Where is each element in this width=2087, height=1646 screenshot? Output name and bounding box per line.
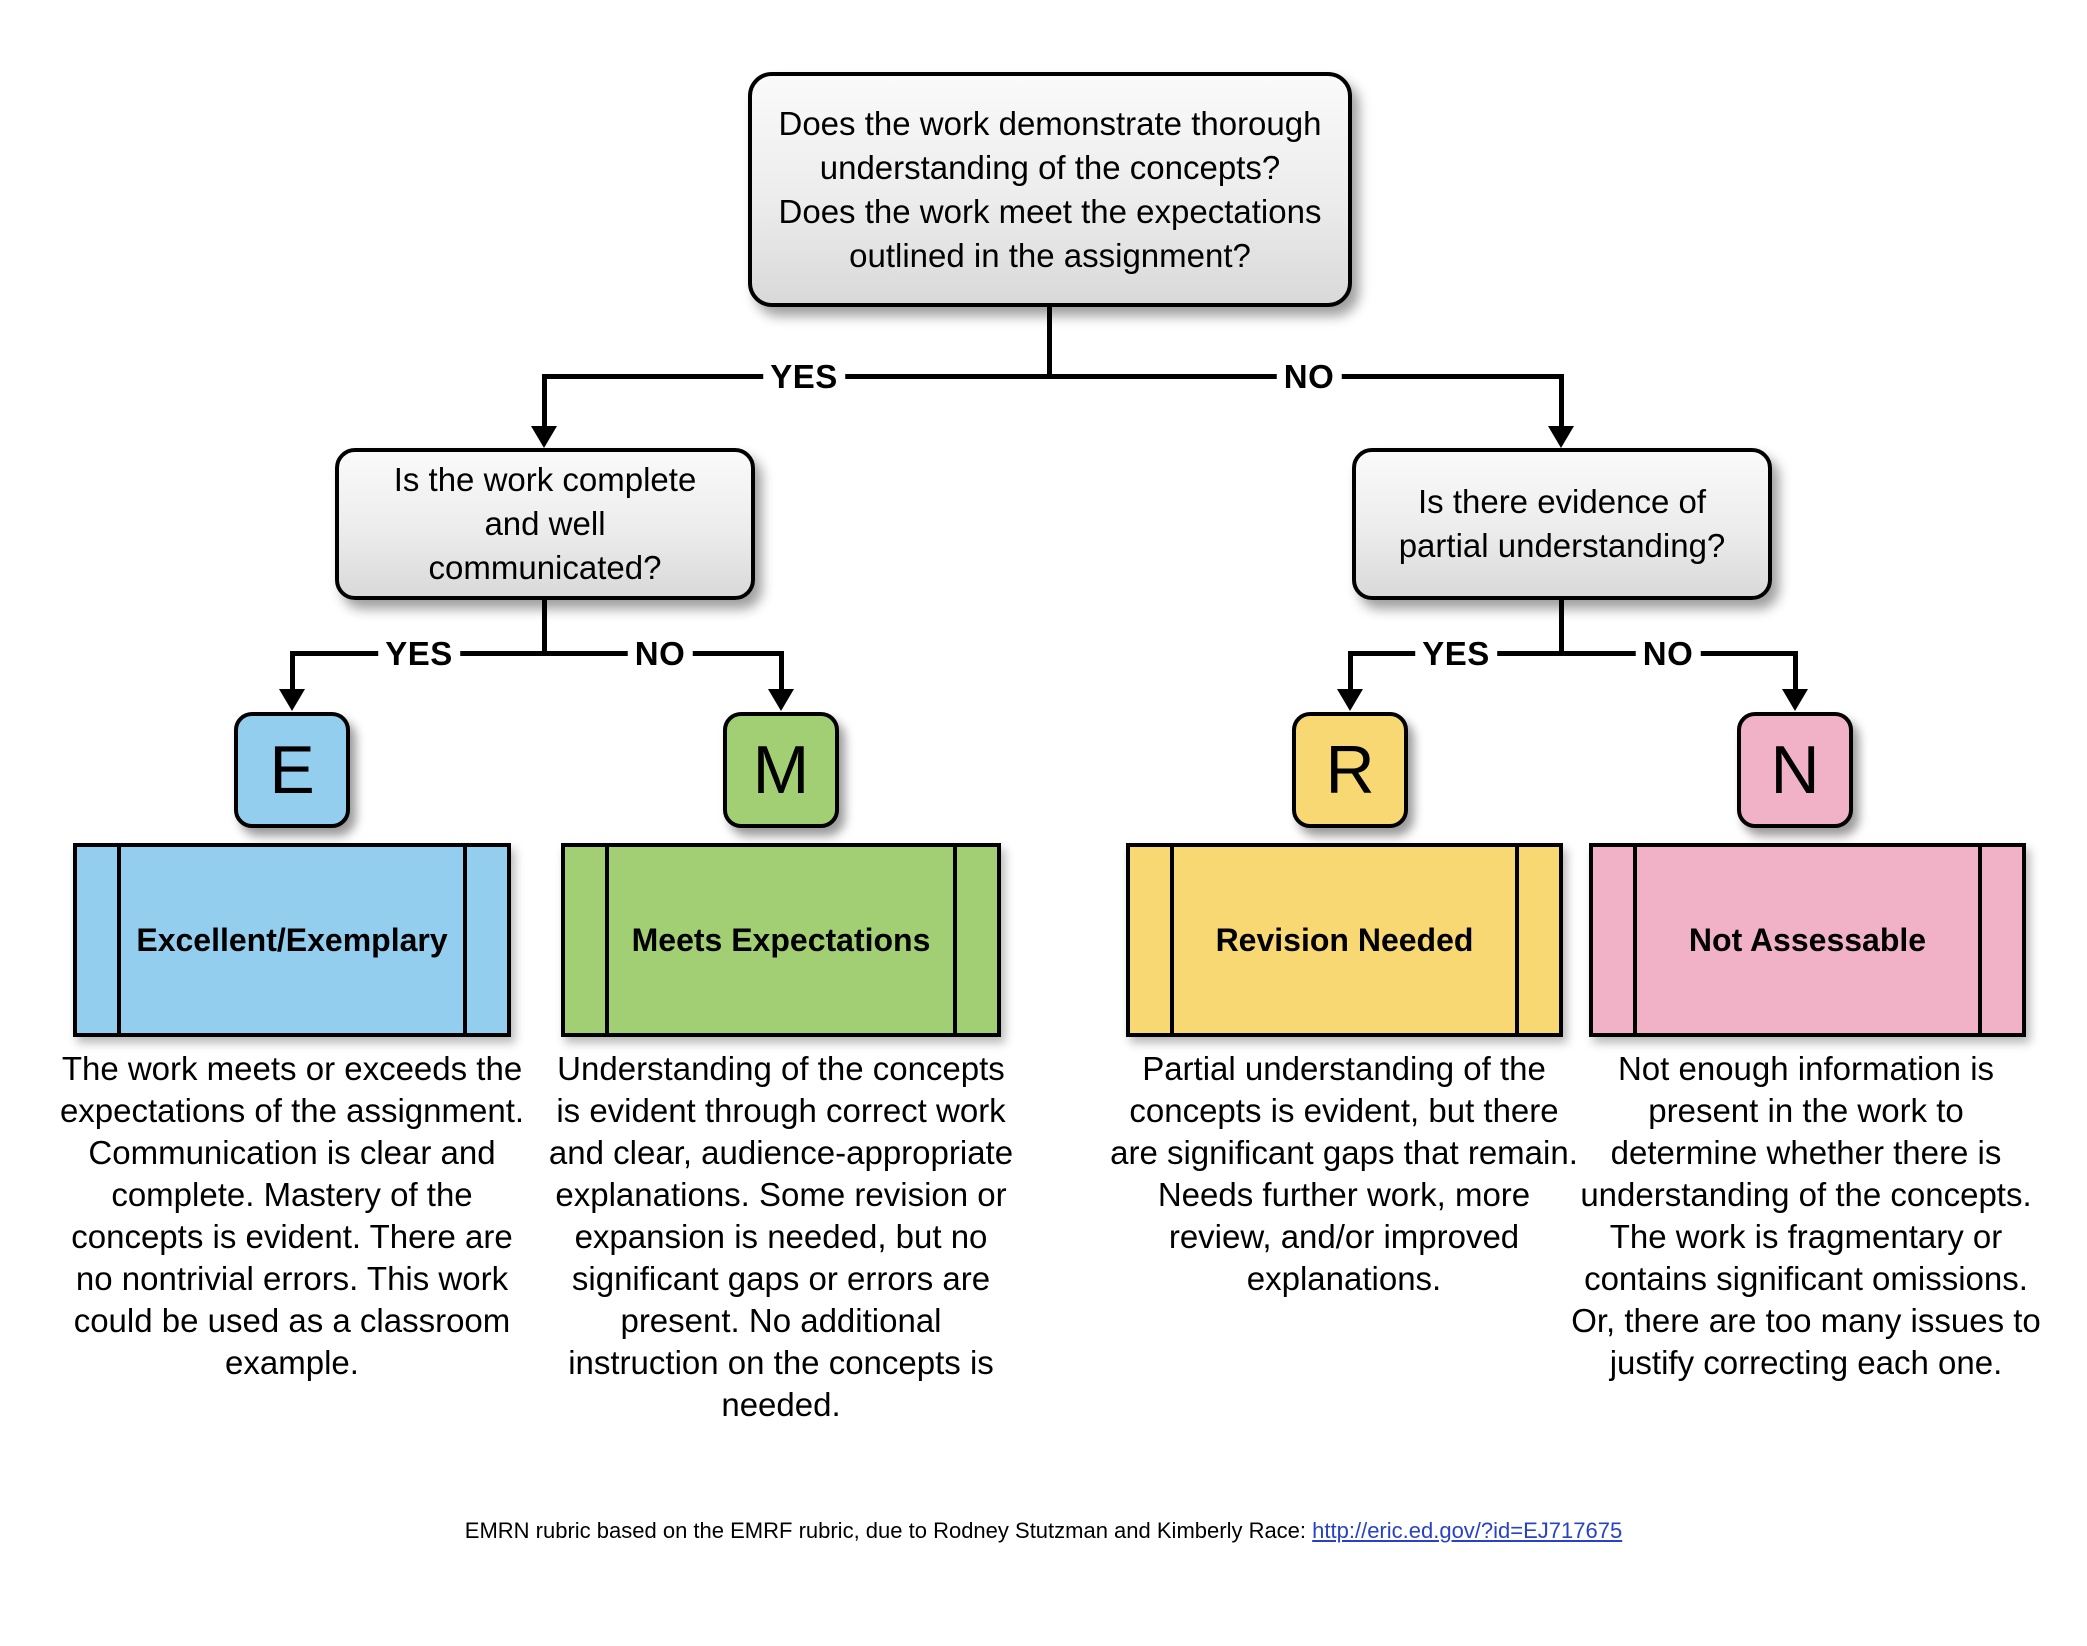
arrow-down-icon bbox=[1337, 689, 1363, 711]
attribution-text: EMRN rubric based on the EMRF rubric, due to Rodney Stutzman and Kimberly Race: bbox=[464, 1518, 1313, 1543]
arrow-down-icon bbox=[279, 689, 305, 711]
category-title-meets: Meets Expectations bbox=[631, 921, 931, 958]
left-no-label: NO bbox=[628, 636, 693, 672]
left-branch-line bbox=[290, 651, 784, 656]
category-title-not-assessable: Not Assessable bbox=[1688, 921, 1927, 958]
right-no-drop-line bbox=[1793, 651, 1798, 691]
arrow-down-icon bbox=[531, 426, 557, 448]
description-excellent: The work meets or exceeds the expectations of the assignment. Communication is clear and complete. Mastery of the concepts is evident. There are no nontrivial errors. This work could be used as a classroom example. bbox=[59, 1050, 525, 1381]
right-question-text: Is there evidence of partial understanding? bbox=[1398, 483, 1726, 564]
root-no-label: NO bbox=[1277, 359, 1342, 395]
root-branch-line bbox=[542, 374, 1564, 379]
root-question-box bbox=[748, 72, 1352, 307]
grade-letter-box-e bbox=[234, 712, 350, 828]
category-card-not-assessable bbox=[1589, 843, 2026, 1037]
grade-letter-e: E bbox=[269, 732, 315, 808]
left-yes-label: YES bbox=[378, 636, 460, 672]
card-right-rule bbox=[1515, 847, 1519, 1033]
left-question-box bbox=[335, 448, 755, 600]
card-right-rule bbox=[463, 847, 467, 1033]
grade-letter-box-r bbox=[1292, 712, 1408, 828]
right-yes-drop-line bbox=[1348, 651, 1353, 691]
grade-letter-box-n bbox=[1737, 712, 1853, 828]
root-stub-line bbox=[1047, 307, 1052, 377]
grade-letter-r: R bbox=[1325, 732, 1375, 808]
card-right-rule bbox=[1978, 847, 1982, 1033]
root-question-text: Does the work demonstrate thorough understanding of the concepts? Does the work meet the expectations outlined in the assignment? bbox=[778, 104, 1322, 274]
card-right-rule bbox=[953, 847, 957, 1033]
left-yes-drop-line bbox=[290, 651, 295, 691]
left-stub-line bbox=[542, 600, 547, 656]
right-no-label: NO bbox=[1636, 636, 1701, 672]
grade-letter-m: M bbox=[752, 732, 810, 808]
root-yes-drop-line bbox=[542, 374, 547, 428]
category-title-revision: Revision Needed bbox=[1215, 921, 1474, 958]
attribution-link[interactable]: http://eric.ed.gov/?id=EJ717675 bbox=[1312, 1518, 1623, 1543]
attribution-footer bbox=[0, 1516, 2087, 1546]
right-stub-line bbox=[1559, 600, 1564, 656]
arrow-down-icon bbox=[768, 689, 794, 711]
root-no-drop-line bbox=[1559, 374, 1564, 428]
left-question-text: Is the work complete and well communicated? bbox=[393, 461, 697, 586]
card-left-rule bbox=[1633, 847, 1637, 1033]
description-not-assessable: Not enough information is present in the work to determine whether there is understanding of the concepts. The work is fragmentary or contains significant omissions. Or, there are too many issues to justify correcting each one. bbox=[1571, 1050, 2041, 1381]
category-card-meets bbox=[561, 843, 1001, 1037]
description-revision: Partial understanding of the concepts is evident, but there are significant gaps that remain. Needs further work, more review, and/or improved explanations. bbox=[1110, 1050, 1578, 1297]
grade-letter-box-m bbox=[723, 712, 839, 828]
card-left-rule bbox=[605, 847, 609, 1033]
right-question-box bbox=[1352, 448, 1772, 600]
description-meets: Understanding of the concepts is evident through correct work and clear, audience-appropriate explanations. Some revision or expansion is needed, but no significant gaps or errors are present. No additional instruction on the concepts is needed. bbox=[548, 1050, 1014, 1423]
arrow-down-icon bbox=[1782, 689, 1808, 711]
grade-letter-n: N bbox=[1770, 732, 1820, 808]
root-yes-label: YES bbox=[763, 359, 845, 395]
arrow-down-icon bbox=[1548, 426, 1574, 448]
category-title-excellent: Excellent/Exemplary bbox=[136, 921, 448, 958]
right-yes-label: YES bbox=[1415, 636, 1497, 672]
category-card-revision bbox=[1126, 843, 1563, 1037]
card-left-rule bbox=[1170, 847, 1174, 1033]
left-no-drop-line bbox=[779, 651, 784, 691]
card-left-rule bbox=[117, 847, 121, 1033]
category-card-excellent bbox=[73, 843, 511, 1037]
